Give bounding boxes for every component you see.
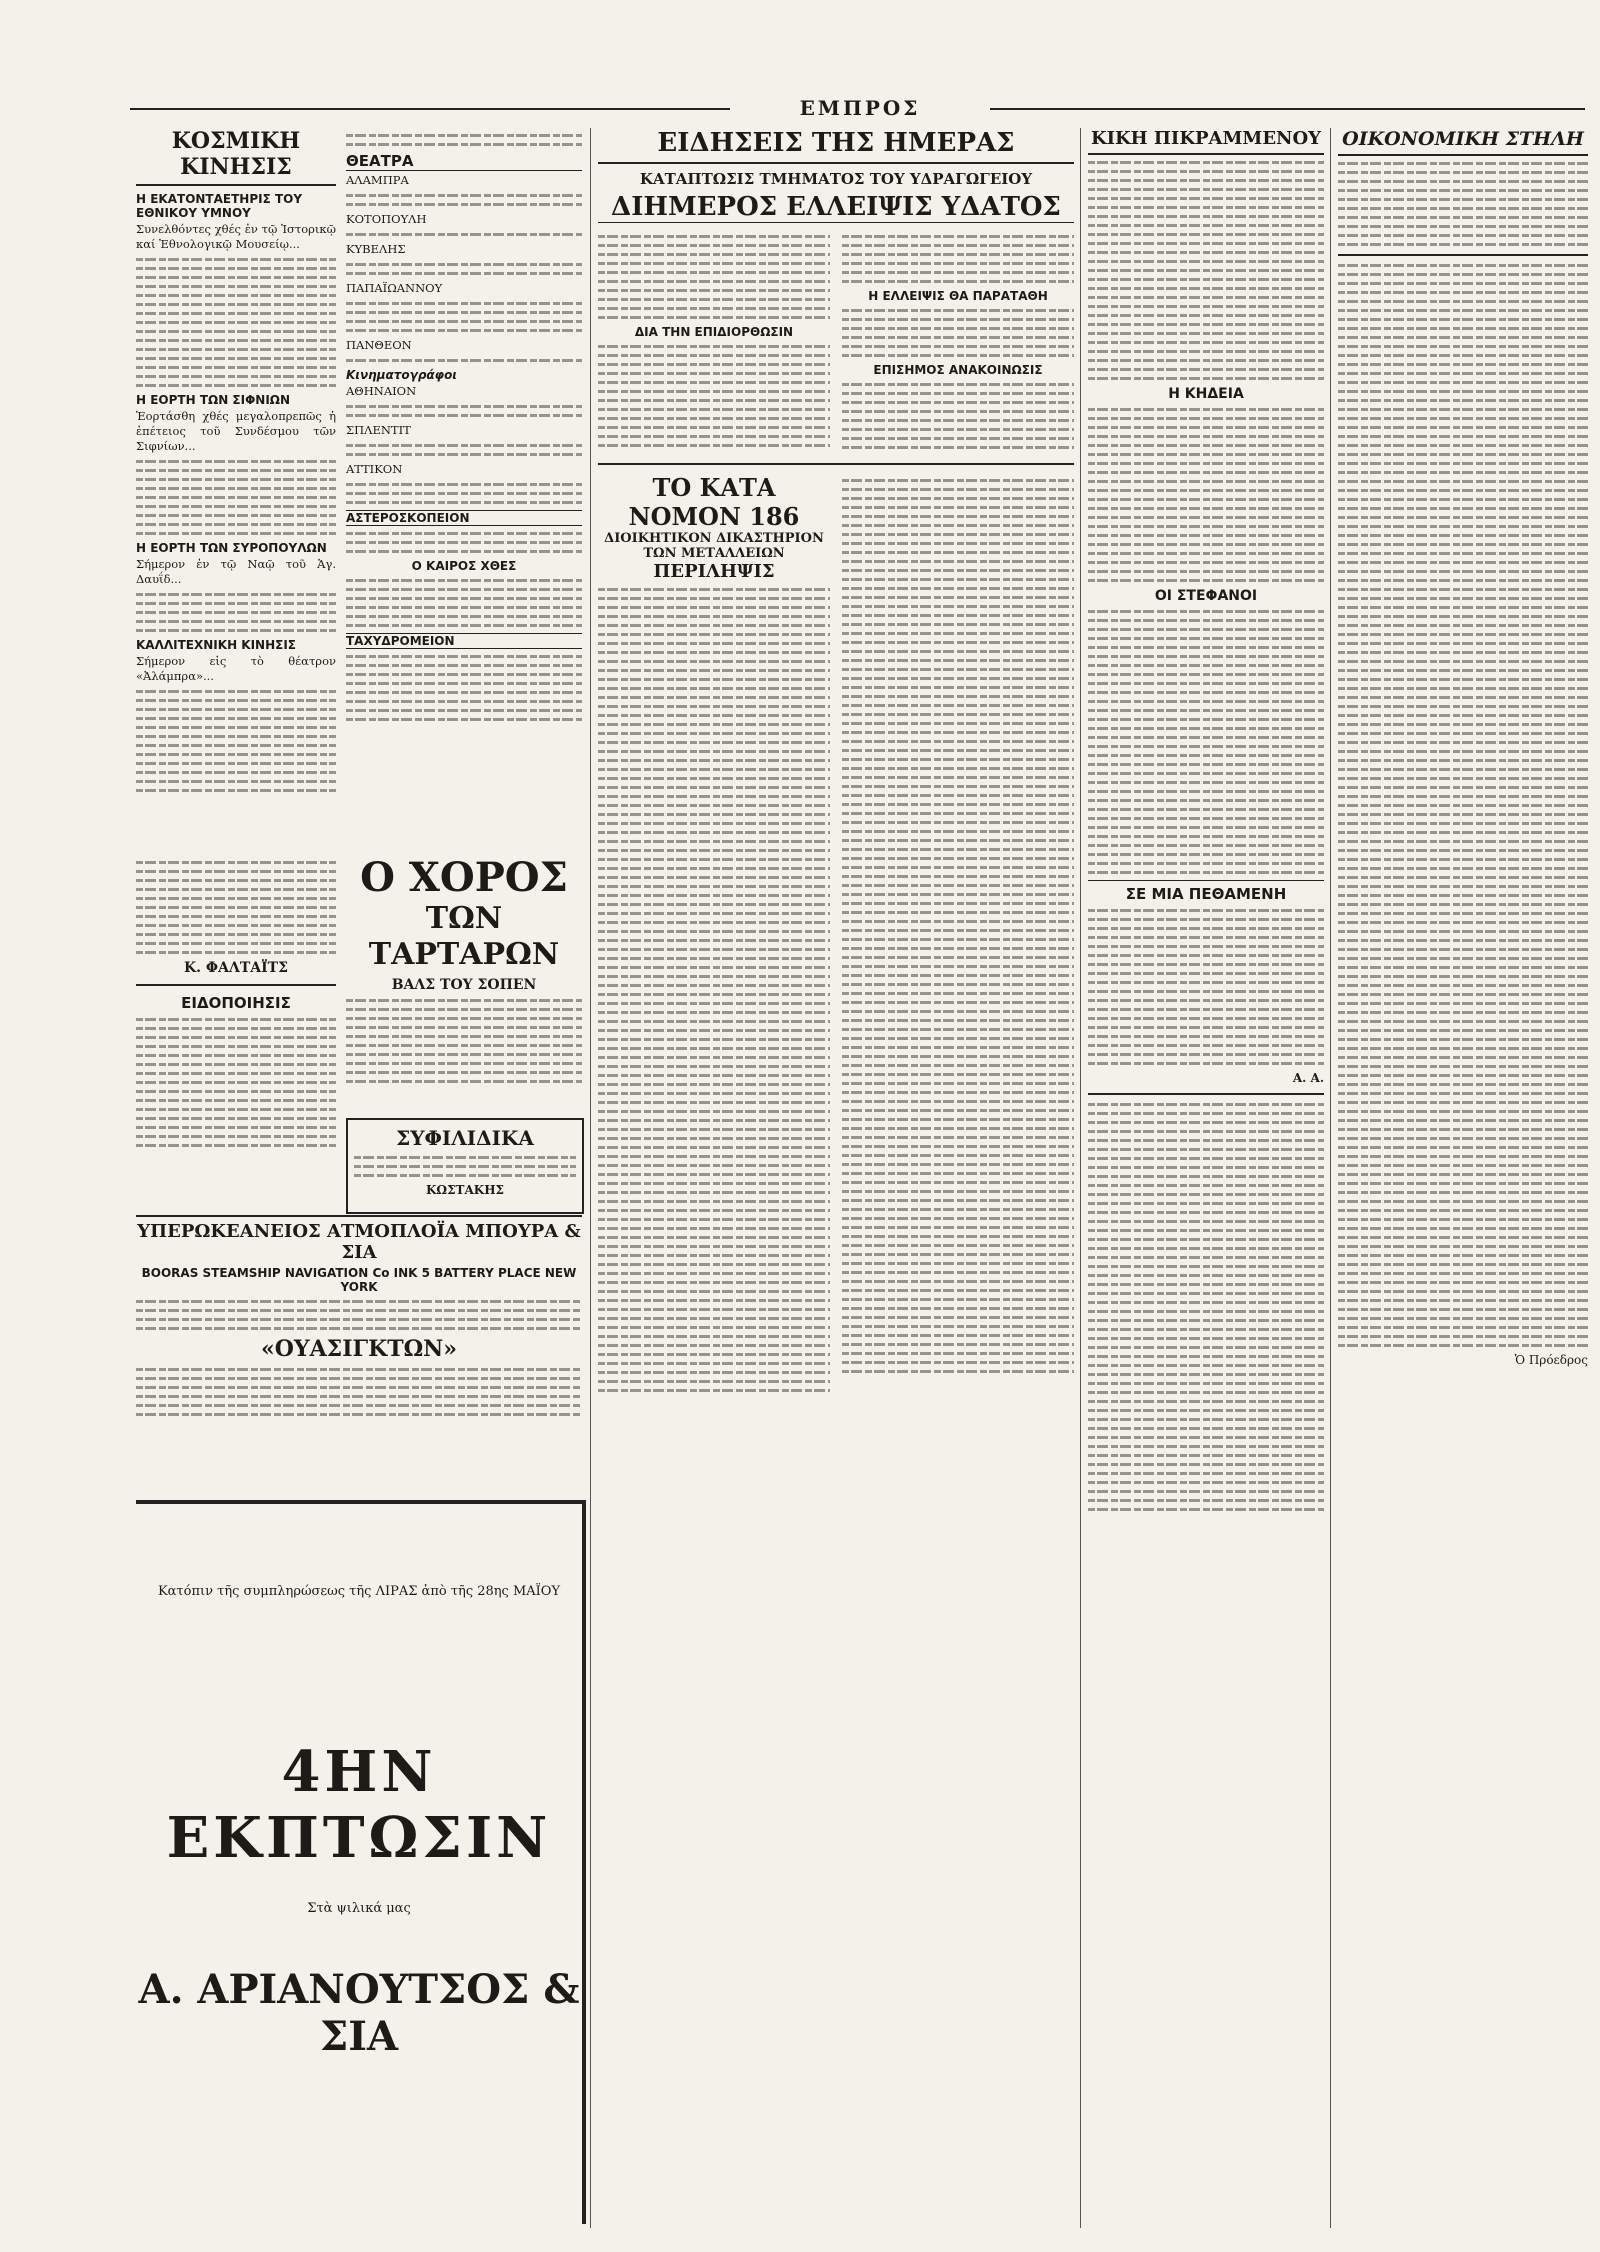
- ad-tartarus: [346, 855, 582, 1105]
- article-title: Η ΕΚΑΤΟΝΤΑΕΤΗΡΙΣ ΤΟΥ ΕΘΝΙΚΟΥ ΥΜΝΟΥ: [136, 192, 303, 220]
- column-economy: [1338, 128, 1588, 2218]
- cinema-details: [346, 483, 582, 504]
- article-body: [136, 258, 336, 387]
- theatre-details: [346, 302, 582, 332]
- law-sub: ΠΕΡΙΛΗΨΙΣ: [653, 561, 775, 582]
- column-obituary: [1088, 128, 1324, 2218]
- law-head: ΔΙΟΙΚΗΤΙΚΟΝ ΔΙΚΑΣΤΗΡΙΟΝ ΤΩΝ ΜΕΤΑΛΛΕΙΩΝ: [604, 531, 824, 561]
- article-title: Η ΕΟΡΤΗ ΤΩΝ ΣΥΡΟΠΟΥΛΩΝ: [136, 541, 327, 555]
- theatre-item: ΚΥΒΕΛΗΣ: [346, 242, 406, 256]
- cinema-item: ΣΠΛΕΝΤΙΤ: [346, 423, 411, 437]
- news-headline: ΔΙΗΜΕΡΟΣ ΕΛΛΕΙΨΙΣ ΥΔΑΤΟΣ: [598, 192, 1074, 223]
- article-lead: Ἑορτάσθη χθές μεγαλοπρεπῶς ἡ ἐπέτειος τοῦ Συνδέσμου τῶν Σιφνίων...: [136, 409, 336, 453]
- sale-pre: Κατόπιν τῆς συμπληρώσεως τῆς ΛΙΡΑΣ ἀπὸ τῆς 28ης ΜΑΪΟΥ: [157, 1584, 561, 1599]
- poem-title: ΣΕ ΜΙΑ ΠΕΘΑΜΕΝΗ: [1088, 880, 1324, 903]
- divider: [1338, 254, 1588, 256]
- sale-post: Στὰ ψιλικά μας: [307, 1901, 411, 1916]
- news-kicker: ΚΑΤΑΠΤΩΣΙΣ ΤΜΗΜΑΤΟΣ ΤΟΥ ΥΔΡΑΓΩΓΕΙΟΥ: [639, 170, 1033, 188]
- economy-body: [1338, 162, 1588, 246]
- ad-shipping: [136, 1215, 582, 1481]
- news-body: [842, 383, 1074, 449]
- funeral-title: Η ΚΗΔΕΙΑ: [1168, 386, 1244, 402]
- ad-syphilis: [346, 1118, 584, 1214]
- news-body: [598, 345, 830, 447]
- theatre-item: ΑΛΑΜΠΡΑ: [346, 173, 409, 187]
- theatre-details: [346, 359, 582, 362]
- article-body: [136, 861, 336, 954]
- wreaths-body: [1088, 610, 1324, 874]
- byline: Κ. ΦΑΛΤΑΪΤΣ: [184, 960, 288, 976]
- article-lead: Σήμερον εἰς τὸ θέατρον «Ἀλάμπρα»...: [136, 654, 336, 683]
- ad-title-line2: ΤΩΝ ΤΑΡΤΑΡΩΝ: [368, 901, 560, 972]
- shipping-title: ΥΠΕΡΩΚΕΑΝΕΙΟΣ ΑΤΜΟΠΛΟΪΑ ΜΠΟΥΡΑ & ΣΙΑ: [137, 1221, 581, 1263]
- theatres-title: ΘΕΑΤΡΑ: [346, 152, 582, 171]
- divider: [136, 984, 336, 986]
- poem-author: Α. Α.: [1292, 1071, 1324, 1085]
- law-body: [598, 588, 830, 1392]
- section-heading: ΕΙΔΗΣΕΙΣ ΤΗΣ ΗΜΕΡΑΣ: [598, 128, 1074, 164]
- law-body: [842, 479, 1074, 1373]
- ad-sale: [136, 1500, 586, 2224]
- news-subhead: ΔΙΑ ΤΗΝ ΕΠΙΔΙΟΡΘΩΣΙΝ: [634, 325, 794, 339]
- sale-name: Α. ΑΡΙΑΝΟΥΤΣΟΣ & ΣΙΑ: [138, 1966, 580, 2060]
- article-body: [136, 593, 336, 632]
- section-heading: ΚΟΣΜΙΚΗ ΚΙΝΗΣΙΣ: [136, 128, 336, 186]
- article-body: [136, 690, 336, 792]
- cinema-item: ΑΘΗΝΑΙΟΝ: [346, 384, 417, 398]
- cinema-details: [346, 405, 582, 417]
- section-heading: ΚΙΚΗ ΠΙΚΡΑΜΜΕΝΟΥ: [1088, 128, 1324, 155]
- cinema-details: [346, 444, 582, 456]
- ad-subtitle: ΒΑΛΣ ΤΟΥ ΣΟΠΕΝ: [391, 977, 537, 993]
- cinemas-title: Κινηματογράφοι: [346, 368, 457, 382]
- law-column-b: [842, 473, 1074, 1398]
- mining-continued: [1088, 1103, 1324, 1511]
- notices-body: [136, 1018, 336, 1147]
- masthead-title: ΕΜΠΡΟΣ: [750, 96, 970, 120]
- ad-syph-body: [354, 1156, 576, 1177]
- theatre-details: [346, 233, 582, 236]
- news-subhead: ΕΠΙΣΗΜΟΣ ΑΝΑΚΟΙΝΩΣΙΣ: [873, 363, 1043, 377]
- ad-syph-title: ΣΥΦΙΛΙΔΙΚΑ: [396, 1126, 534, 1150]
- obituary-body: [1088, 161, 1324, 380]
- observatory-title: ΑΣΤΕΡΟΣΚΟΠΕΙΟΝ: [346, 510, 582, 526]
- funeral-body: [1088, 408, 1324, 582]
- section-heading: ΟΙΚΟΝΟΜΙΚΗ ΣΤΗΛΗ: [1338, 128, 1588, 156]
- theatre-item: ΠΑΝΘΕΟΝ: [346, 338, 412, 352]
- theatre-details: [346, 194, 582, 206]
- theatre-item: ΚΟΤΟΠΟΥΛΗ: [346, 212, 427, 226]
- sale-big: 4ΗΝ ΕΚΠΤΩΣΙΝ: [166, 1739, 552, 1871]
- divider: [598, 463, 1074, 465]
- economy-signature: Ὁ Πρόεδρος: [1514, 1353, 1588, 1367]
- article-lead: Συνελθόντες χθές ἐν τῷ Ἱστορικῷ καί Ἐθνολογικῷ Μουσείῳ...: [136, 222, 336, 251]
- shipping-ship: «ΟΥΑΣΙΓΚΤΩΝ»: [260, 1336, 458, 1362]
- divider: [1088, 1093, 1324, 1095]
- weather-title: Ο ΚΑΙΡΟΣ ΧΘΕΣ: [411, 559, 517, 573]
- ad-body: [346, 999, 582, 1083]
- news-body: [842, 309, 1074, 357]
- article-body: [136, 460, 336, 535]
- mining-continued: [1338, 264, 1588, 1347]
- shipping-schedule: [136, 1368, 582, 1416]
- news-body: [842, 235, 1074, 283]
- column-society: [136, 128, 336, 848]
- column-news: [598, 128, 1074, 2218]
- post-title: ΤΑΧΥΔΡΟΜΕΙΟΝ: [346, 633, 582, 649]
- column-rule: [1330, 128, 1331, 2228]
- news-column-b: [842, 229, 1074, 455]
- theatre-details: [346, 263, 582, 275]
- shipping-address: BOORAS STEAMSHIP NAVIGATION Co INK 5 BATTERY PLACE NEW YORK: [141, 1266, 577, 1294]
- law-kicker: ΤΟ ΚΑΤΑ ΝΟΜΟΝ 186: [628, 473, 800, 531]
- column-listings: [346, 128, 582, 848]
- news-body: [598, 235, 830, 319]
- notices-title: ΕΙΔΟΠΟΙΗΣΙΣ: [181, 994, 291, 1012]
- article-title: Η ΕΟΡΤΗ ΤΩΝ ΣΙΦΝΙΩΝ: [136, 393, 291, 407]
- masthead-rule-left: [130, 108, 730, 110]
- shipping-body: [136, 1300, 582, 1330]
- weather-details: [346, 579, 582, 627]
- news-subhead: Η ΕΛΛΕΙΨΙΣ ΘΑ ΠΑΡΑΤΑΘΗ: [868, 289, 1048, 303]
- article-continued: [346, 134, 582, 146]
- observatory-details: [346, 532, 582, 553]
- news-column-a: [598, 229, 830, 455]
- wreaths-title: ΟΙ ΣΤΕΦΑΝΟΙ: [1154, 588, 1258, 604]
- ad-title-line1: Ο ΧΟΡΟΣ: [360, 855, 568, 901]
- column-rule: [1080, 128, 1081, 2228]
- cinema-item: ΑΤΤΙΚΟΝ: [346, 462, 403, 476]
- ad-syph-name: ΚΩΣΤΑΚΗΣ: [425, 1183, 505, 1197]
- article-lead: Σήμερον ἐν τῷ Ναῷ τοῦ Ἁγ. Δαυΐδ...: [136, 557, 336, 586]
- law-column-a: [598, 473, 830, 1398]
- post-details: [346, 655, 582, 721]
- article-title: ΚΑΛΛΙΤΕΧΝΙΚΗ ΚΙΝΗΣΙΣ: [136, 638, 296, 652]
- column-rule: [590, 128, 591, 2228]
- poem-body: [1088, 909, 1324, 1065]
- masthead: [130, 96, 1585, 122]
- theatre-item: ΠΑΠΑΪΩΑΝΝΟΥ: [346, 281, 443, 295]
- masthead-rule-right: [990, 108, 1585, 110]
